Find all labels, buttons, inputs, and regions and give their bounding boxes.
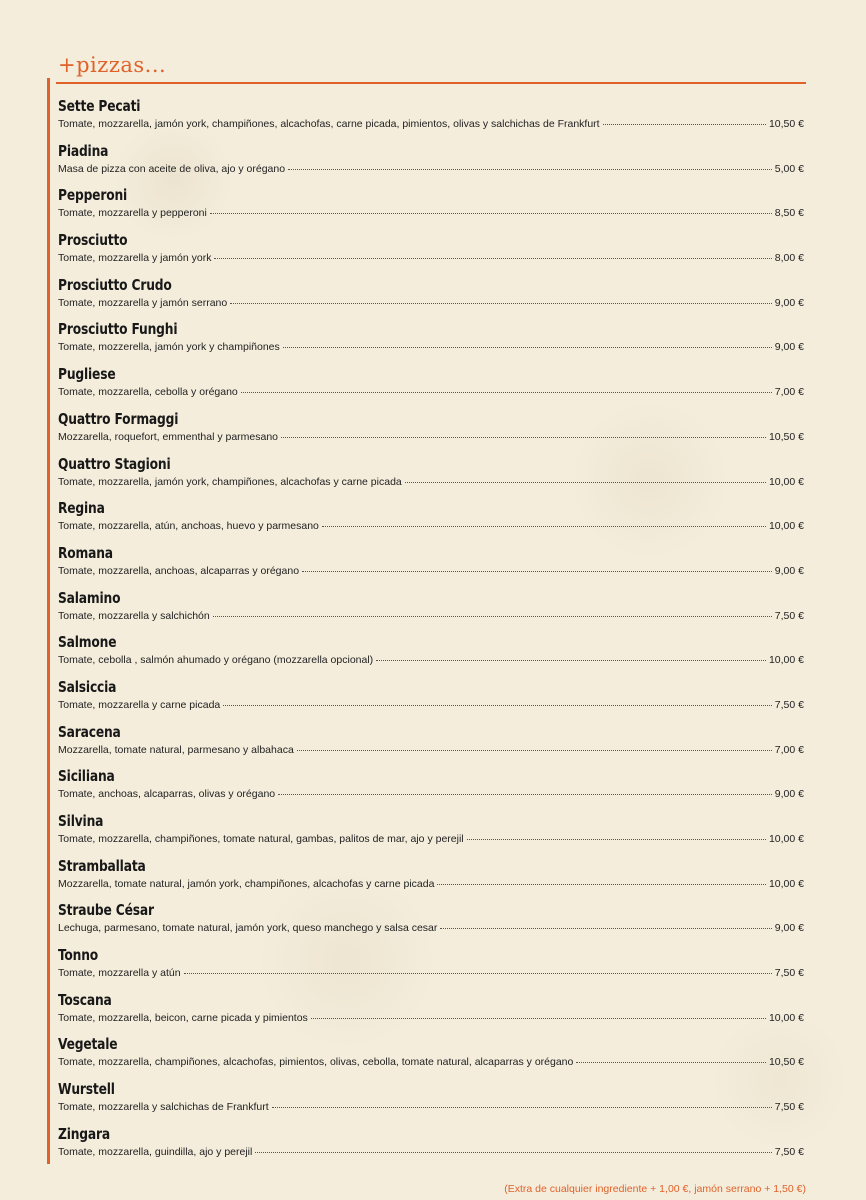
item-detail-row [58, 296, 804, 310]
pizza-name: Straube César [58, 901, 154, 920]
dot-leader [255, 1151, 771, 1153]
menu-item [58, 364, 804, 409]
item-detail-row [58, 1011, 804, 1025]
accent-vertical-line [47, 78, 50, 1164]
pizza-price: 10,00 € [768, 1011, 804, 1024]
menu-item [58, 990, 804, 1035]
item-detail-row [58, 117, 804, 131]
dot-leader [376, 659, 766, 661]
menu-item [58, 1079, 804, 1124]
pizza-ingredients: Tomate, mozzarella y pepperoni [58, 207, 207, 220]
pizza-price: 10,00 € [768, 833, 804, 845]
pizza-ingredients: Tomate, mozzarella y salchichas de Frankfurt [58, 1101, 269, 1114]
item-detail-row [58, 966, 804, 980]
pizza-name: Vegetale [58, 1035, 118, 1054]
pizza-ingredients: Tomate, mozzarella, cebolla y orégano [58, 386, 238, 399]
pizza-ingredients: Tomate, mozzarella, beicon, carne picada y pimientos [58, 1011, 308, 1024]
item-detail-row [58, 519, 804, 533]
pizza-ingredients: Masa de pizza con aceite de oliva, ajo y orégano [58, 162, 286, 175]
pizza-ingredients: Tomate, mozzarella, guindilla, ajo y perejil [58, 1145, 253, 1158]
menu-item [58, 185, 804, 230]
pizza-ingredients: Tomate, anchoas, alcaparras, olivas y orégano [58, 788, 276, 801]
pizza-ingredients: Tomate, cebolla , salmón ahumado y orégano (mozzarella opcional) [58, 654, 374, 667]
item-detail-row [58, 1145, 804, 1159]
pizza-name: Pugliese [58, 365, 116, 384]
pizza-name: Tonno [58, 946, 99, 965]
extras-note: (Extra de cualquier ingrediente + 1,00 €, jamón serrano + 1,50 €) [504, 1183, 806, 1195]
menu-item [58, 632, 804, 677]
pizza-price: 9,00 € [774, 564, 804, 577]
pizza-ingredients: Tomate, mozzarella, anchoas, alcaparras y orégano [58, 564, 300, 577]
item-detail-row [58, 877, 804, 891]
item-detail-row [58, 385, 804, 399]
pizza-price: 7,50 € [774, 1145, 804, 1158]
pizza-ingredients: Tomate, mozzarella y jamón york [58, 252, 212, 265]
item-detail-row [58, 475, 804, 489]
pizza-name: Prosciutto Crudo [58, 275, 172, 294]
dot-leader [210, 212, 772, 214]
dot-leader [322, 525, 766, 527]
pizza-ingredients: Tomate, mozzarella, atún, anchoas, huevo y parmesano [58, 520, 319, 533]
dot-leader [311, 1017, 766, 1019]
pizza-name: Zingara [58, 1124, 111, 1143]
pizza-name: Romana [58, 543, 113, 562]
pizza-name: Quattro Stagioni [58, 454, 171, 473]
pizza-ingredients: Lechuga, parmesano, tomate natural, jamón york, queso manchego y salsa cesar [58, 922, 438, 935]
menu-item [58, 275, 804, 320]
pizza-price: 7,00 € [774, 743, 804, 756]
pizza-name: Sette Pecati [58, 97, 141, 115]
pizza-name: Stramballata [58, 856, 146, 875]
pizza-price: 5,00 € [774, 162, 804, 175]
dot-leader [283, 346, 772, 348]
pizza-name: Silvina [58, 812, 104, 830]
item-detail-row [58, 698, 804, 712]
pizza-price: 7,50 € [774, 698, 804, 711]
menu-item [58, 1034, 804, 1079]
pizza-price: 9,00 € [774, 788, 804, 801]
pizza-ingredients: Tomate, mozzarella, champiñones, alcachofas, pimientos, olivas, cebolla, tomate natural, alcaparras y orégano [58, 1056, 574, 1069]
pizza-ingredients: Tomate, mozzarella, jamón york, champiñones, alcachofas y carne picada [58, 475, 402, 488]
pizza-price: 9,00 € [774, 922, 804, 935]
menu-header [56, 52, 806, 84]
pizza-name: Quattro Formaggi [58, 409, 179, 428]
dot-leader [405, 481, 766, 483]
menu-item [58, 1124, 804, 1169]
pizza-name: Toscana [58, 990, 112, 1009]
pizza-name: Regina [58, 499, 105, 518]
pizza-price: 8,50 € [774, 207, 804, 220]
title-underline [56, 82, 806, 84]
dot-leader [467, 838, 766, 840]
item-detail-row [58, 609, 804, 623]
menu-item [58, 722, 804, 767]
dot-leader [230, 302, 772, 304]
item-detail-row [58, 206, 804, 220]
dot-leader [213, 615, 772, 617]
pizza-name: Piadina [58, 141, 109, 160]
item-detail-row [58, 251, 804, 265]
dot-leader [214, 257, 771, 259]
dot-leader [302, 570, 772, 572]
menu-item [58, 409, 804, 454]
item-detail-row [58, 653, 804, 667]
pizza-price: 7,50 € [774, 1101, 804, 1114]
dot-leader [278, 793, 772, 795]
menu-item [58, 498, 804, 543]
pizza-name: Pepperoni [58, 186, 128, 205]
pizza-ingredients: Tomate, mozzarella, jamón york, champiñones, alcachofas, carne picada, pimientos, olivas y salchichas de Frankfurt [58, 118, 600, 130]
item-detail-row [58, 743, 804, 757]
pizza-name: Salamino [58, 588, 121, 607]
dot-leader [281, 436, 766, 438]
item-detail-row [58, 787, 804, 801]
pizza-price: 10,50 € [768, 1056, 804, 1069]
pizza-name: Prosciutto Funghi [58, 320, 178, 339]
pizza-price: 10,50 € [768, 430, 804, 443]
pizza-name: Prosciutto [58, 231, 128, 250]
menu-item [58, 319, 804, 364]
dot-leader [440, 927, 771, 929]
item-detail-row [58, 832, 804, 846]
pizza-name: Siciliana [58, 767, 115, 786]
dot-leader [184, 972, 772, 974]
item-detail-row [58, 1100, 804, 1114]
dot-leader [297, 749, 772, 751]
menu-item [58, 811, 804, 856]
pizza-price: 10,00 € [768, 654, 804, 667]
pizza-name: Wurstell [58, 1080, 115, 1099]
item-detail-row [58, 162, 804, 176]
pizza-list [58, 96, 804, 1169]
pizza-price: 7,50 € [774, 967, 804, 980]
pizza-ingredients: Mozzarella, roquefort, emmenthal y parmesano [58, 430, 279, 443]
pizza-ingredients: Tomate, mozzarella y jamón serrano [58, 296, 228, 309]
pizza-ingredients: Tomate, mozzarella y atún [58, 967, 181, 980]
dot-leader [223, 704, 772, 706]
dot-leader [603, 123, 766, 125]
pizza-price: 7,00 € [774, 386, 804, 399]
pizza-ingredients: Tomate, mozzarella y carne picada [58, 698, 221, 711]
pizza-price: 10,00 € [768, 520, 804, 533]
item-detail-row [58, 921, 804, 935]
pizza-price: 9,00 € [774, 341, 804, 354]
pizza-price: 9,00 € [774, 296, 804, 309]
pizza-name: Saracena [58, 722, 121, 741]
dot-leader [437, 883, 766, 885]
menu-item [58, 588, 804, 633]
item-detail-row [58, 340, 804, 354]
section-title: +pizzas... [58, 53, 167, 77]
menu-item [58, 766, 804, 811]
pizza-ingredients: Mozzarella, tomate natural, jamón york, champiñones, alcachofas y carne picada [58, 877, 435, 890]
dot-leader [272, 1106, 772, 1108]
dot-leader [241, 391, 772, 393]
pizza-ingredients: Tomate, mozzarella y salchichón [58, 609, 210, 622]
dot-leader [288, 168, 772, 170]
item-detail-row [58, 1055, 804, 1069]
pizza-price: 10,00 € [768, 877, 804, 890]
pizza-price: 10,00 € [768, 475, 804, 488]
item-detail-row [58, 564, 804, 578]
item-detail-row [58, 430, 804, 444]
menu-item [58, 230, 804, 275]
pizza-price: 7,50 € [774, 609, 804, 622]
menu-item [58, 454, 804, 499]
menu-item [58, 543, 804, 588]
pizza-ingredients: Mozzarella, tomate natural, parmesano y albahaca [58, 743, 294, 756]
pizza-price: 10,50 € [768, 118, 804, 130]
pizza-price: 8,00 € [774, 252, 804, 265]
menu-item [58, 677, 804, 722]
menu-item [58, 96, 804, 141]
pizza-ingredients: Tomate, mozzarella, champiñones, tomate natural, gambas, palitos de mar, ajo y perejil [58, 833, 464, 845]
dot-leader [576, 1061, 766, 1063]
pizza-name: Salmone [58, 633, 117, 652]
pizza-ingredients: Tomate, mozzerella, jamón york y champiñones [58, 341, 280, 354]
menu-item [58, 856, 804, 901]
menu-item [58, 900, 804, 945]
menu-item [58, 945, 804, 990]
menu-item [58, 141, 804, 186]
pizza-name: Salsiccia [58, 677, 117, 696]
